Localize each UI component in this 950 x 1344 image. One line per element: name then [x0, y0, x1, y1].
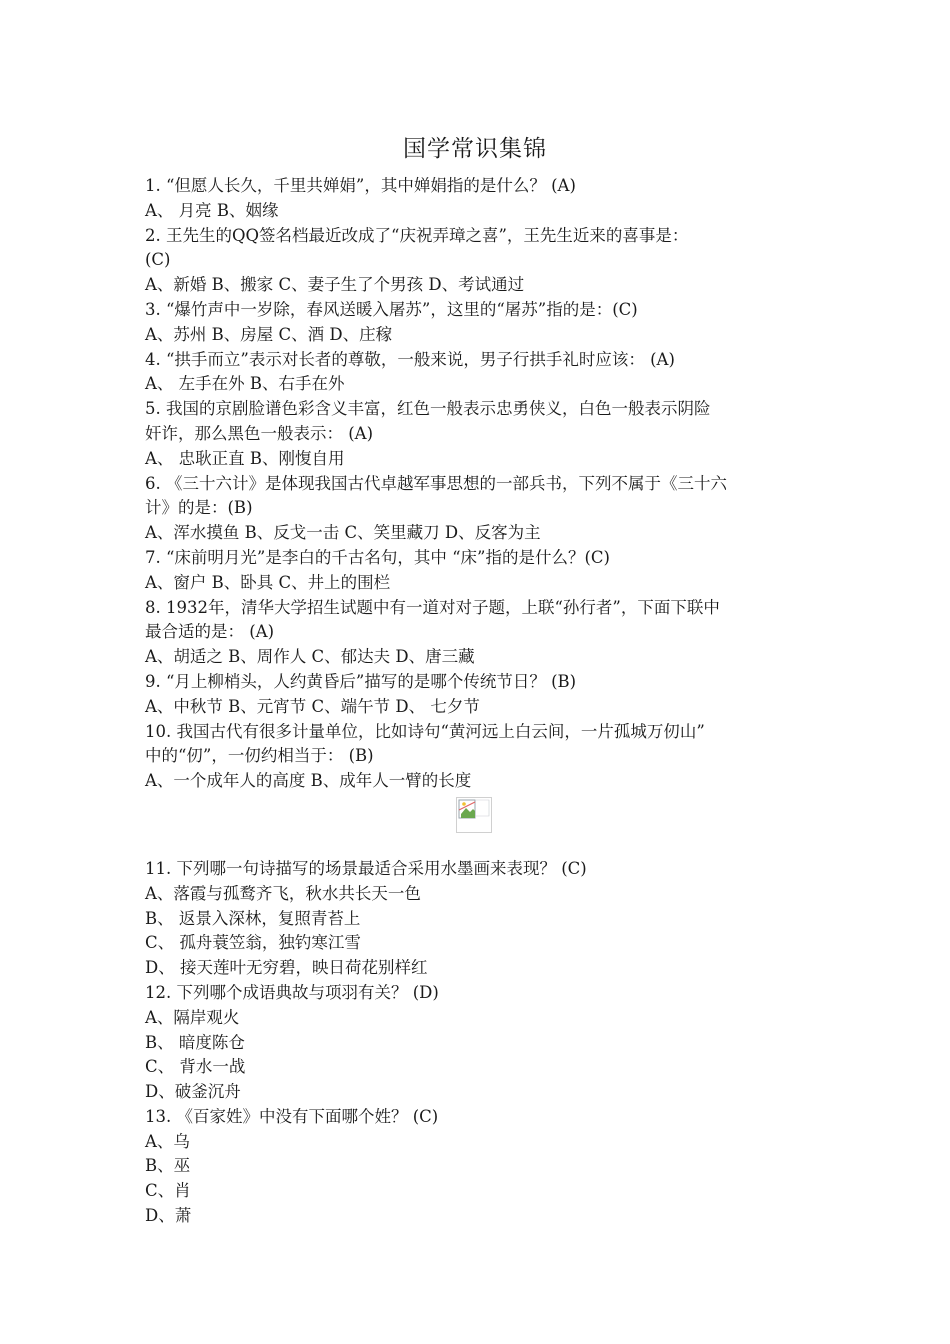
- text-line: 1. “但愿人长久，千里共婵娟”，其中婵娟指的是什么？ (A): [145, 176, 576, 195]
- text-line: 12. 下列哪个成语典故与项羽有关？ (D): [145, 982, 439, 1002]
- text-line: 7. “床前明月光”是李白的千古名句，其中 “床”指的是什么？(C): [145, 547, 610, 567]
- document-title: 国学常识集锦: [403, 136, 547, 162]
- text-line: A、苏州 B、房屋 C、酒 D、庄稼: [145, 324, 393, 344]
- text-line: 3. “爆竹声中一岁除，春风送暖入屠苏”，这里的“屠苏”指的是：(C): [145, 299, 638, 319]
- text-line: B、巫: [145, 1156, 191, 1176]
- text-line: A、中秋节 B、元宵节 C、端午节 D、 七夕节: [145, 696, 480, 716]
- text-line: A、一个成年人的高度 B、成年人一臂的长度: [145, 771, 472, 791]
- text-line: 10. 我国古代有很多计量单位，比如诗句“黄河远上白云间，一片孤城万仞山”: [145, 721, 705, 741]
- document-body: [145, 174, 813, 1229]
- text-line: A、 左手在外 B、右手在外: [145, 374, 345, 394]
- text-line: C、 孤舟蓑笠翁，独钓寒江雪: [145, 933, 361, 953]
- text-line: A、窗户 B、卧具 C、井上的围栏: [145, 572, 391, 592]
- broken-image-icon: [456, 797, 492, 833]
- text-line: A、浑水摸鱼 B、反戈一击 C、笑里藏刀 D、反客为主: [145, 523, 541, 543]
- text-line: (C): [145, 250, 171, 270]
- image-placeholder-area: [145, 794, 813, 857]
- text-line: 11. 下列哪一句诗描写的场景最适合采用水墨画来表现？ (C): [145, 858, 587, 878]
- text-line: A、 忠耿正直 B、刚愎自用: [145, 448, 345, 468]
- text-line: C、 背水一战: [145, 1057, 246, 1077]
- question-block-1: [145, 174, 813, 794]
- text-line: 13. 《百家姓》中没有下面哪个姓？ (C): [145, 1106, 439, 1126]
- text-line: 奸诈，那么黑色一般表示： (A): [145, 423, 374, 443]
- text-line: 9. “月上柳梢头，人约黄昏后”描写的是哪个传统节日？ (B): [145, 671, 577, 691]
- text-line: 2. 王先生的QQ签名档最近改成了“庆祝弄璋之喜”，王先生近来的喜事是：: [145, 225, 689, 245]
- text-line: A、落霞与孤鹜齐飞，秋水共长天一色: [145, 883, 421, 903]
- text-line: 4. “拱手而立”表示对长者的尊敬，一般来说，男子行拱手礼时应该： (A): [145, 349, 675, 369]
- text-line: D、萧: [145, 1206, 192, 1226]
- text-line: A、新婚 B、搬家 C、妻子生了个男孩 D、考试通过: [145, 275, 525, 295]
- text-line: 最合适的是： (A): [145, 622, 275, 642]
- text-line: A、隔岸观火: [145, 1007, 240, 1027]
- question-block-2: [145, 857, 813, 1229]
- text-line: B、 暗度陈仓: [145, 1032, 245, 1052]
- text-line: 中的“仞”，一仞约相当于： (B): [145, 746, 374, 766]
- text-line: 6. 《三十六计》是体现我国古代卓越军事思想的一部兵书，下列不属于《三十六: [145, 473, 727, 493]
- text-line: 计》的是：(B): [145, 498, 253, 518]
- text-line: C、肖: [145, 1181, 191, 1201]
- text-line: A、 月亮 B、姻缘: [145, 200, 279, 220]
- text-line: A、胡适之 B、周作人 C、郁达夫 D、唐三藏: [145, 647, 475, 667]
- text-line: 5. 我国的京剧脸谱色彩含义丰富，红色一般表示忠勇侠义，白色一般表示阴险: [145, 399, 711, 419]
- text-line: A、乌: [145, 1131, 190, 1151]
- text-line: B、 返景入深林，复照青苔上: [145, 908, 361, 928]
- text-line: D、破釜沉舟: [145, 1082, 241, 1102]
- text-line: 8. 1932年，清华大学招生试题中有一道对对子题，上联“孙行者”，下面下联中: [145, 597, 720, 617]
- text-line: D、 接天莲叶无穷碧，映日荷花别样红: [145, 958, 428, 978]
